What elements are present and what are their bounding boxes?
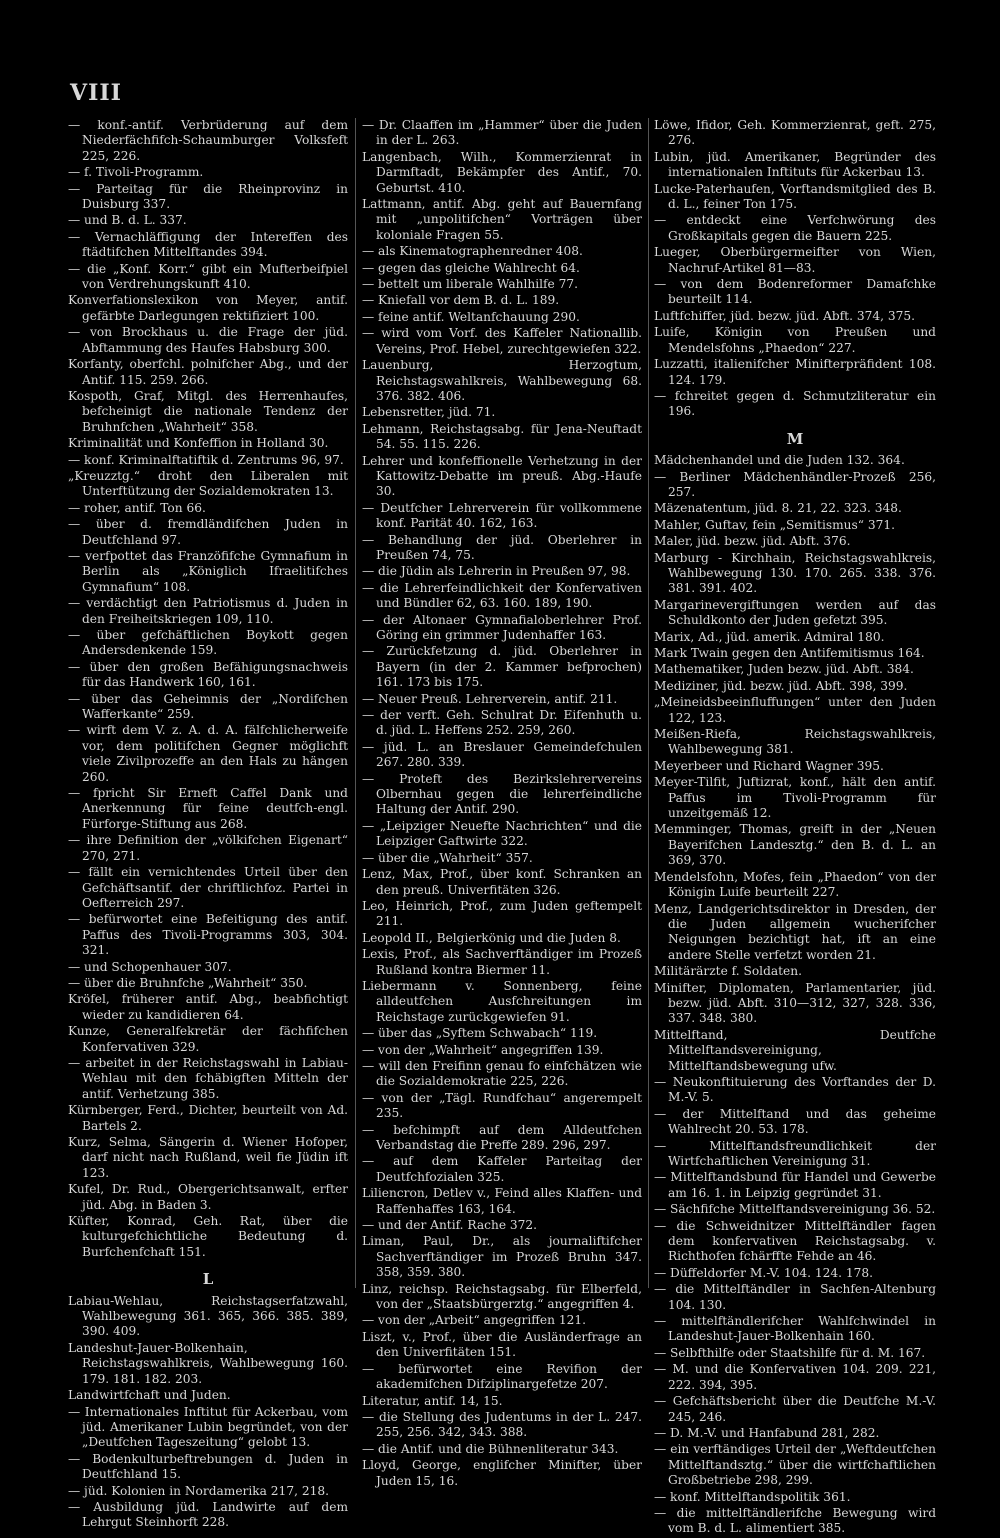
index-entry: — befürwortet eine Revifion der akademifchen Difziplinargefetze 207. — [362, 1361, 642, 1392]
index-entry: — über das „Syftem Schwabach“ 119. — [362, 1026, 598, 1041]
index-entry: — die Mittelftändler in Sachfen-Altenburg 104. 130. — [654, 1282, 936, 1312]
index-entry: — die Jüdin als Lehrerin in Preußen 97, 98. — [362, 564, 631, 579]
index-entry: — arbeitet in der Reichstagswahl in Labiau-Wehlau mit den fchäbigften Mitteln der antif. Verhetzung 385. — [68, 1055, 348, 1101]
index-entry: Liebermann v. Sonnenberg, feine alldeutfchen Ausfchreitungen im Reichstage zurückgewiefen 91. — [362, 978, 642, 1024]
index-entry: — als Kinematographenredner 408. — [362, 244, 583, 259]
index-entry: Konverfationslexikon von Meyer, antif. gefärbte Darlegungen rektifiziert 100. — [68, 293, 348, 323]
index-entry: Korfanty, oberfchl. polnifcher Abg., und der Antif. 115. 259. 266. — [68, 357, 348, 387]
index-entry: Lenz, Max, Prof., über konf. Schranken an den preuß. Univerfitäten 326. — [362, 867, 642, 897]
index-entry: — Mittelftandsfreundlichkeit der Wirtfchaftlichen Vereinigung 31. — [654, 1138, 936, 1168]
index-entry: Leo, Heinrich, Prof., zum Juden geftempelt 211. — [362, 898, 642, 929]
index-entry: Mendelsfohn, Mofes, fein „Phaedon“ von der Königin Luife beurteilt 227. — [654, 869, 936, 900]
index-entry: — roher, antif. Ton 66. — [68, 500, 206, 515]
index-entry: Landeshut-Jauer-Bolkenhain, Reichstagswahlkreis, Wahlbewegung 160. 179. 181. 182. 203. — [68, 1340, 348, 1386]
index-entry: — will den Freifinn genau fo einfchätzen wie die Sozialdemokratie 225, 226. — [362, 1058, 642, 1089]
index-column-2 — [362, 118, 642, 1490]
index-entry: Lehrer und konfeffionelle Verhetzung in der Kattowitz-Debatte im preuß. Abg.-Haufe 30. — [362, 453, 642, 499]
index-column-3 — [654, 118, 936, 1538]
index-entry: — Gefchäftsbericht über die Deutfche M.-V. 245, 246. — [654, 1394, 936, 1424]
index-entry: — die „Konf. Korr.“ gibt ein Mufterbeifpiel von Verdrehungskunft 410. — [68, 261, 348, 292]
index-entry: Mark Twain gegen den Antifemitismus 164. — [654, 646, 925, 660]
index-entry: — fällt ein vernichtendes Urteil über den Gefchäftsantif. der chriftlichfoz. Partei in Oefterreich 297. — [68, 865, 348, 910]
index-entry: — und Schopenhauer 307. — [68, 959, 232, 974]
index-entry: Lattmann, antif. Abg. geht auf Bauernfang mit „unpolitifchen“ Vorträgen über koloniale Fragen 55. — [362, 197, 642, 242]
index-entry: — Selbfthilfe oder Staatshilfe für d. M. 167. — [654, 1345, 926, 1360]
index-entry: Mittelftand, Deutfche Mittelftandsvereinigung, Mittelftandsbewegung ufw. — [654, 1027, 936, 1073]
index-entry: — befchimpft auf dem Alldeutfchen Verbandstag die Preffe 289. 296, 297. — [362, 1122, 642, 1152]
index-entry: Marburg - Kirchhain, Reichstagswahlkreis, Wahlbewegung 130. 170. 265. 338. 376. 381. 391. 402. — [654, 550, 936, 596]
index-entry: — Ausbildung jüd. Landwirte auf dem Lehrgut Steinhorft 228. — [68, 1499, 348, 1530]
index-entry: Lebensretter, jüd. 71. — [362, 405, 496, 420]
index-entry: Mahler, Guftav, fein „Semitismus“ 371. — [654, 517, 896, 532]
index-entry: — über das Geheimnis der „Nordifchen Wafferkante“ 259. — [68, 691, 348, 722]
index-entry: — verdächtigt den Patriotismus d. Juden in den Freiheitskriegen 109, 110. — [68, 596, 348, 626]
index-entry: — D. M.-V. und Hanfabund 281, 282. — [654, 1425, 880, 1440]
column-divider — [355, 118, 356, 1288]
index-entry: — mittelftändlerifcher Wahlfchwindel in Landeshut-Jauer-Bolkenhain 160. — [654, 1314, 936, 1344]
index-entry: Meyer-Tilfit, Juftizrat, konf., hält den antif. Paffus im Tivoli-Programm für unzeitgemäß 12. — [654, 775, 936, 821]
index-entry: — Parteitag für die Rheinprovinz in Duisburg 337. — [68, 181, 348, 212]
index-entry: Minifter, Diplomaten, Parlamentarier, jüd. bezw. jüd. Abft. 310—312, 327, 328. 336, 337. 348. 380. — [654, 980, 936, 1026]
index-entry: Lehmann, Reichstagsabg. für Jena-Neuftadt 54. 55. 115. 226. — [362, 421, 642, 452]
index-entry: — Neuer Preuß. Lehrerverein, antif. 211. — [362, 691, 618, 706]
index-column-1 — [68, 118, 348, 1532]
index-entry: Liszt, v., Prof., über die Ausländerfrage an den Univerfitäten 151. — [362, 1329, 642, 1360]
section-letter: M — [786, 429, 804, 448]
index-entry: „Meineidsbeeinfluffungen“ unter den Juden 122, 123. — [654, 695, 936, 725]
index-entry: — entdeckt eine Verfchwörung des Großkapitals gegen die Bauern 225. — [654, 213, 936, 243]
index-entry: Lucke-Paterhaufen, Vorftandsmitglied des B. d. L., feiner Ton 175. — [654, 181, 936, 212]
index-entry: — Düffeldorfer M.-V. 104. 124. 178. — [654, 1265, 873, 1280]
index-entry: Maler, jüd. bezw. jüd. Abft. 376. — [654, 534, 851, 549]
index-entry: — auf dem Kaffeler Parteitag der Deutfchfozialen 325. — [362, 1154, 642, 1184]
index-entry: — die Antif. und die Bühnenliteratur 343. — [362, 1441, 619, 1456]
index-entry: Kurz, Selma, Sängerin d. Wiener Hofoper, darf nicht nach Rußland, weil fie Jüdin ift 123. — [68, 1135, 348, 1180]
index-entry: — Vernachläffigung der Intereffen des ftädtifchen Mittelftandes 394. — [68, 229, 348, 260]
index-entry: Memminger, Thomas, greift in der „Neuen Bayerifchen Landesztg.“ den B. d. L. an 369, 370. — [654, 822, 936, 868]
index-entry: — Behandlung der jüd. Oberlehrer in Preußen 74, 75. — [362, 532, 642, 562]
index-entry: — die mittelftändlerifche Bewegung wird vom B. d. L. alimentiert 385. — [654, 1505, 936, 1536]
index-entry: — Mittelftandsbund für Handel und Gewerbe am 16. 1. in Leipzig gegründet 31. — [654, 1170, 936, 1200]
index-entry: Landwirtfchaft und Juden. — [68, 1388, 231, 1403]
index-entry: — Neukonftituierung des Vorftandes der D. M.-V. 5. — [654, 1074, 936, 1105]
index-entry: Lloyd, George, englifcher Minifter, über Juden 15, 16. — [362, 1458, 642, 1488]
index-entry: Kürnberger, Ferd., Dichter, beurteilt von Ad. Bartels 2. — [68, 1103, 348, 1133]
index-entry: Leopold II., Belgierkönig und die Juden 8. — [362, 930, 621, 945]
index-entry: — über den großen Befähigungsnachweis für das Handwerk 160, 161. — [68, 659, 348, 690]
index-entry: Luftfchiffer, jüd. bezw. jüd. Abft. 374, 375. — [654, 308, 915, 323]
index-entry: — bettelt um liberale Wahlhilfe 77. — [362, 277, 579, 292]
index-entry: Mediziner, jüd. bezw. jüd. Abft. 398, 399. — [654, 678, 908, 693]
section-letter: L — [202, 1270, 214, 1289]
index-entry: — und B. d. L. 337. — [68, 213, 187, 228]
index-entry: — verfpottet das Franzöfifche Gymnafium in Berlin als „Königlich Ifraelitifches Gymnafium“ 108. — [68, 548, 348, 594]
index-entry: — Dr. Claaffen im „Hammer“ über die Juden in der L. 263. — [362, 118, 642, 148]
index-entry: — f. Tivoli-Programm. — [68, 165, 204, 180]
index-entry: Löwe, Ifidor, Geh. Kommerzienrat, geft. 275, 276. — [654, 118, 936, 148]
index-entry: — gegen das gleiche Wahlrecht 64. — [362, 260, 580, 275]
index-entry: — über gefchäftlichen Boykott gegen Andersdenkende 159. — [68, 628, 348, 658]
index-entry: — wird vom Vorf. des Kaffeler Nationallib. Vereins, Prof. Hebel, zurechtgewiefen 322. — [362, 326, 642, 356]
index-entry: Labiau-Wehlau, Reichstagserfatzwahl, Wahlbewegung 361. 365, 366. 385. 389, 390. 409. — [68, 1293, 348, 1339]
index-entry: Lueger, Oberbürgermeifter von Wien, Nachruf-Artikel 81—83. — [654, 245, 936, 275]
index-entry: Marix, Ad., jüd. amerik. Admiral 180. — [654, 629, 885, 644]
index-entry: „Kreuzztg.“ droht den Liberalen mit Unterftützung der Sozialdemokraten 13. — [68, 468, 348, 499]
column-divider — [648, 118, 649, 1288]
index-entry: Linz, reichsp. Reichstagsabg. für Elberfeld, von der „Staatsbürgerztg.“ angegriffen 4. — [362, 1281, 642, 1312]
index-entry: — Deutfcher Lehrerverein für vollkommene konf. Parität 40. 162, 163. — [362, 500, 642, 531]
index-entry: — von dem Bodenreformer Damafchke beurteilt 114. — [654, 277, 936, 307]
index-entry: Kunze, Generalfekretär der fächfifchen Konfervativen 329. — [68, 1024, 348, 1054]
index-entry: — konf. Mittelftandspolitik 361. — [654, 1489, 851, 1504]
index-entry: — der Mittelftand und das geheime Wahlrecht 20. 53. 178. — [654, 1106, 936, 1137]
index-entry: — Kniefall vor dem B. d. L. 189. — [362, 293, 560, 308]
index-entry: — von der „Wahrheit“ angegriffen 139. — [362, 1042, 604, 1057]
index-entry: — ein verftändiges Urteil der „Weftdeutfchen Mittelftandsztg.“ über die wirtfchaftlichen Großbetriebe 298, 299. — [654, 1442, 936, 1488]
index-entry: Kufel, Dr. Rud., Obergerichtsanwalt, erfter jüd. Abg. in Baden 3. — [68, 1182, 348, 1212]
index-entry: Liliencron, Detlev v., Feind alles Klaffen- und Raffenhaffes 163, 164. — [362, 1186, 642, 1216]
index-entry: Luife, Königin von Preußen und Mendelsfohns „Phaedon“ 227. — [654, 325, 936, 355]
index-entry: Meißen-Riefa, Reichstagswahlkreis, Wahlbewegung 381. — [654, 727, 936, 757]
index-entry: — der verft. Geh. Schulrat Dr. Eifenhuth u. d. jüd. L. Heffens 252. 259, 260. — [362, 708, 642, 738]
index-entry: — jüd. L. an Breslauer Gemeindefchulen 267. 280. 339. — [362, 739, 642, 770]
index-entry: Kröfel, früherer antif. Abg., beabfichtigt wieder zu kandidieren 64. — [68, 992, 348, 1022]
index-entry: Lubin, jüd. Amerikaner, Begründer des internationalen Inftituts für Ackerbau 13. — [654, 149, 936, 180]
index-entry: Luzzatti, italienifcher Minifterpräfident 108. 124. 179. — [654, 357, 936, 387]
index-entry: — der Altonaer Gymnafialoberlehrer Prof. Göring ein grimmer Judenhaffer 163. — [362, 612, 642, 642]
index-entry: — von Brockhaus u. die Frage der jüd. Abftammung des Haufes Habsburg 300. — [68, 325, 348, 355]
index-entry: — ihre Definition der „völkifchen Eigenart“ 270, 271. — [68, 833, 348, 863]
index-entry: — Proteft des Bezirkslehrervereins Olbernhau gegen die lehrerfeindliche Haltung der Antif. 290. — [362, 771, 642, 817]
index-entry: — M. und die Konfervativen 104. 209. 221, 222. 394, 395. — [654, 1362, 936, 1392]
index-entry: Mathematiker, Juden bezw. jüd. Abft. 384. — [654, 662, 914, 677]
index-entry: — von der „Tägl. Rundfchau“ angerempelt 235. — [362, 1090, 642, 1121]
index-entry: — befürwortet eine Befeitigung des antif. Paffus des Tivoli-Programms 303, 304. 321. — [68, 912, 348, 958]
index-entry: — konf. Kriminalftatiftik d. Zentrums 96, 97. — [68, 452, 344, 467]
index-entry: — über d. fremdländifchen Juden in Deutfchland 97. — [68, 517, 348, 547]
index-entry: — Bodenkulturbeftrebungen d. Juden in Deutfchland 15. — [68, 1451, 348, 1482]
index-entry: — wirft dem V. z. A. d. A. fälfchlicherweife vor, dem politifchen Gegner möglichft viele Zivilprozeffe an den Hals zu hängen 260. — [68, 723, 348, 784]
index-entry: Kospoth, Graf, Mitgl. des Herrenhaufes, befcheinigt die nationale Tendenz der Bruhnfchen „Wahrheit“ 358. — [68, 388, 348, 434]
index-entry: — fpricht Sir Erneft Caffel Dank und Anerkennung für feine deutfch-engl. Fürforge-Stiftung aus 268. — [68, 786, 348, 831]
index-entry: Kriminalität und Konfeffion in Holland 30. — [68, 436, 329, 451]
index-entry: — feine antif. Weltanfchauung 290. — [362, 309, 580, 324]
index-entry: Liman, Paul, Dr., als journaliftifcher Sachverftändiger im Prozeß Bruhn 347. 358, 359. 380. — [362, 1234, 642, 1280]
index-entry: Margarinevergiftungen werden auf das Schuldkonto der Juden gefetzt 395. — [654, 597, 936, 628]
index-entry: Mäzenatentum, jüd. 8. 21, 22. 323. 348. — [654, 501, 902, 516]
page-number: VIII — [70, 80, 122, 106]
index-entry: — und der Antif. Rache 372. — [362, 1218, 538, 1233]
index-entry: — „Leipziger Neuefte Nachrichten“ und die Leipziger Gaftwirte 322. — [362, 818, 642, 849]
index-entry: — jüd. Kolonien in Nordamerika 217, 218. — [68, 1483, 329, 1498]
index-entry: — Berliner Mädchenhändler-Prozeß 256, 257. — [654, 469, 936, 499]
index-entry: — über die Bruhnfche „Wahrheit“ 350. — [68, 975, 308, 990]
index-entry: Literatur, antif. 14, 15. — [362, 1393, 503, 1408]
index-entry: Lexis, Prof., als Sachverftändiger im Prozeß Rußland kontra Biermer 11. — [362, 947, 642, 977]
index-entry: — die Schweidnitzer Mittelftändler fagen dem konfervativen Reichstagsabg. v. Richthofen fchärffte Fehde an 46. — [654, 1218, 936, 1264]
index-entry: — konf.-antif. Verbrüderung auf dem Niederfächfifch-Schaumburger Volksfeft 225, 226. — [68, 118, 348, 163]
index-entry: — fchreitet gegen d. Schmutzliteratur ein 196. — [654, 388, 936, 419]
index-entry: Küfter, Konrad, Geh. Rat, über die kulturgefchichtliche Bedeutung d. Burfchenfchaft 151. — [68, 1214, 348, 1259]
index-entry: Menz, Landgerichtsdirektor in Dresden, der die Juden allgemein wucherifcher Neigungen bezichtigt hat, ift an eine andere Stelle verfetzt worden 21. — [654, 901, 936, 962]
index-entry: — die Lehrerfeindlichkeit der Konfervativen und Bündler 62, 63. 160. 189, 190. — [362, 580, 642, 611]
index-entry: — über die „Wahrheit“ 357. — [362, 850, 533, 865]
index-entry: Meyerbeer und Richard Wagner 395. — [654, 758, 884, 773]
index-entry: — Zurückfetzung d. jüd. Oberlehrer in Bayern (in der 2. Kammer befprochen) 161. 173 bis 175. — [362, 644, 642, 690]
index-entry: — Sächfifche Mittelftandsvereinigung 36. 52. — [654, 1202, 936, 1217]
index-entry: — von der „Arbeit“ angegriffen 121. — [362, 1313, 586, 1328]
index-entry: Lauenburg, Herzogtum, Reichstagswahlkreis, Wahlbewegung 68. 376. 382. 406. — [362, 358, 642, 403]
index-entry: Langenbach, Wilh., Kommerzienrat in Darmftadt, Bekämpfer des Antif., 70. Geburtst. 410. — [362, 149, 642, 195]
index-entry: — Internationales Inftitut für Ackerbau, vom jüd. Amerikaner Lubin begründet, von der „Deutfchen Tageszeitung“ gelobt 13. — [68, 1404, 348, 1450]
index-entry: — die Stellung des Judentums in der L. 247. 255, 256. 342, 343. 388. — [362, 1409, 642, 1440]
index-entry: Mädchenhandel und die Juden 132. 364. — [654, 453, 905, 468]
index-entry: Militärärzte f. Soldaten. — [654, 964, 802, 979]
